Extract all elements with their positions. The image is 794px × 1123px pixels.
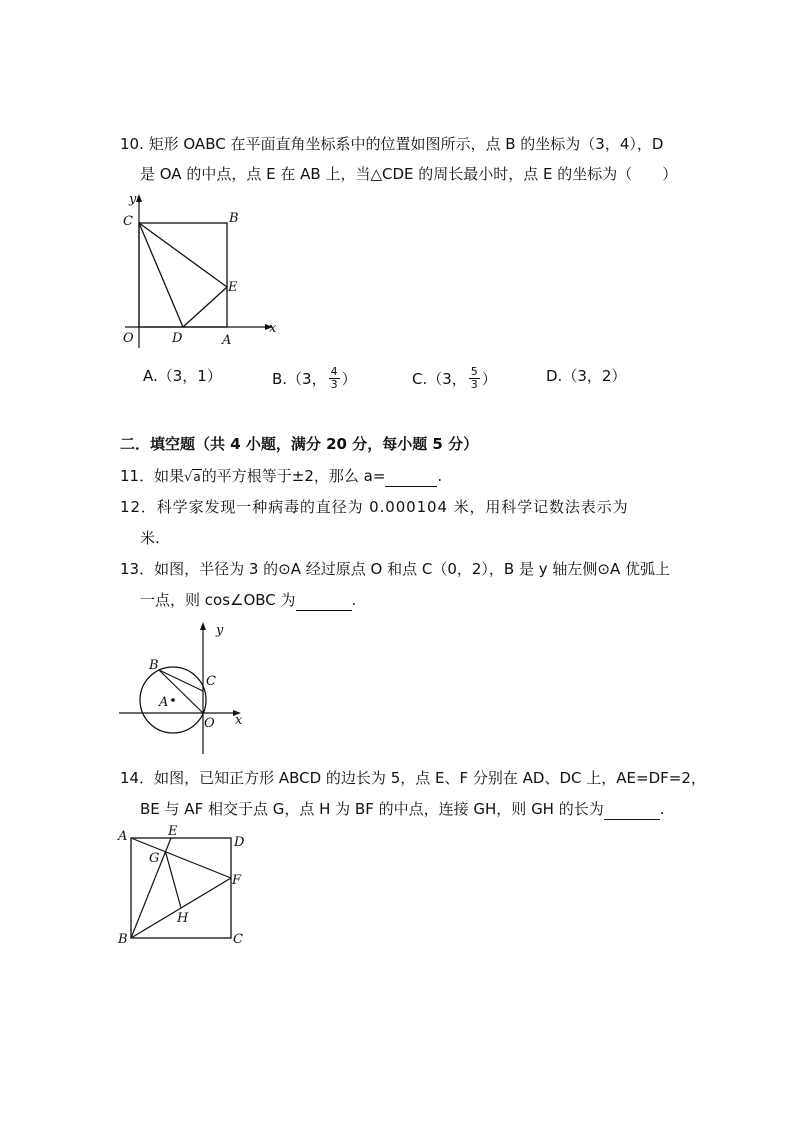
q14-label-c: C <box>233 932 243 947</box>
q14-text-line2: BE 与 AF 相交于点 G，点 H 为 BF 的中点，连接 GH，则 GH 的长为 . <box>140 800 665 818</box>
q13-label-b: B <box>149 658 159 673</box>
q14-label-f: F <box>232 873 242 888</box>
q10-text-line1: 10. 矩形 OABC 在平面直角坐标系中的位置如图所示，点 B 的坐标为（3，4），D <box>120 135 664 153</box>
q10-label-a: A <box>222 333 232 348</box>
q10-label-e: E <box>228 280 238 295</box>
q10-label-b: B <box>229 211 239 226</box>
q14-label-g: G <box>149 851 160 866</box>
q10-option-d[interactable]: D.（3，2） <box>546 367 627 385</box>
q10-option-c[interactable]: C.（3， $\frac{5}{3}$ ） <box>412 365 497 391</box>
q13-label-y: y <box>216 623 224 638</box>
q10-option-b[interactable]: B.（3， $\frac{4}{3}$ ） <box>272 365 357 391</box>
q10-option-b-fraction: $\frac{4}{3}$ <box>330 365 338 391</box>
q13-label-a: A <box>159 695 169 710</box>
q13-label-c: C <box>206 674 216 689</box>
q13-text-line2: 一点，则 cos∠OBC 为 . <box>140 591 357 609</box>
q10-label-o: O <box>123 331 134 346</box>
q10-label-y: y <box>129 192 137 207</box>
q14-label-a: A <box>118 829 128 844</box>
q11-text: 11．如果√a的平方根等于±2，那么 a= . <box>120 466 442 488</box>
q14-label-e: E <box>168 824 178 839</box>
q12-text-line2: 米. <box>140 529 160 547</box>
q13-text-line1: 13．如图，半径为 3 的⊙A 经过原点 O 和点 C（0，2），B 是 y 轴左侧⊙A 优弧上 <box>120 560 671 578</box>
q12-text-line1: 12．科学家发现一种病毒的直径为 0.000104 米，用科学记数法表示为 <box>120 498 629 516</box>
q13-figure <box>115 618 250 756</box>
q13-label-o: O <box>204 716 215 731</box>
q10-figure <box>115 190 285 350</box>
q13-answer-blank[interactable] <box>296 590 352 611</box>
sqrt-a: √a <box>184 470 201 485</box>
q14-label-d: D <box>234 835 245 850</box>
q14-label-h: H <box>177 911 189 926</box>
q10-text-line2: 是 OA 的中点，点 E 在 AB 上，当△CDE 的周长最小时，点 E 的坐标为（ ） <box>140 165 678 183</box>
q11-answer-blank[interactable] <box>385 466 437 487</box>
q10-option-a[interactable]: A.（3，1） <box>143 367 222 385</box>
q10-option-c-fraction: $\frac{5}{3}$ <box>470 365 478 391</box>
section-2-heading: 二．填空题（共 4 小题，满分 20 分，每小题 5 分） <box>120 435 479 453</box>
q10-label-x: x <box>269 321 277 336</box>
q14-label-b: B <box>118 932 128 947</box>
q10-label-c: C <box>123 214 133 229</box>
q14-text-line1: 14．如图，已知正方形 ABCD 的边长为 5，点 E、F 分别在 AD、DC 上，AE=DF=2， <box>120 769 706 787</box>
q10-label-d: D <box>172 331 183 346</box>
q14-figure <box>115 822 255 947</box>
q14-answer-blank[interactable] <box>604 799 660 820</box>
q13-label-x: x <box>235 713 243 728</box>
